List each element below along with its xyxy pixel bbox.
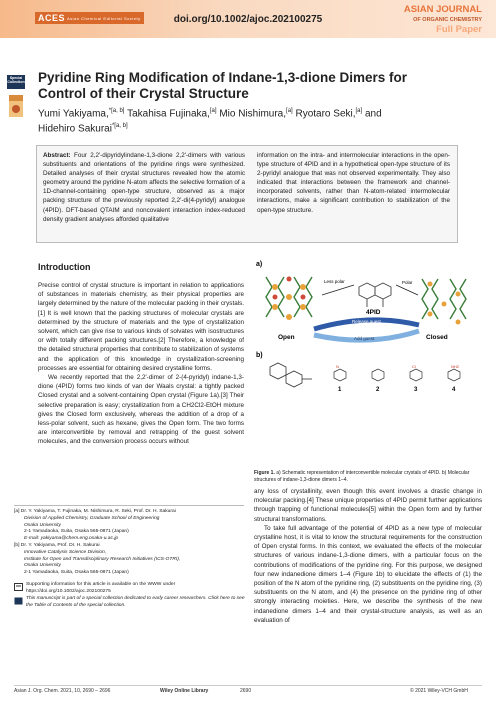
affiliations: [a] Dr. Y. Yakiyama, T. Fujinaka, M. Nishimura, R. Seki, Prof. Dr. H. Sakurai Division of Applied Chemistry, Graduate School of Engineering Osaka University 2-1 Yamadaoka, Suita, Osaka 565-0871 (Japan) E-mail: yakiyama@chem.eng.osaka-u.ac.jp [b] Dr. Y. Yakiyama, Prof. Dr. H. Sakurai Innovative Catalysis Science Division, Institute for Open and Transdisciplinary Research Initiatives (ICS-OTRI), Osaka University 2-1 Yamadaoka, Suita, Osaka 565-0871 (Japan)	[14, 509, 181, 576]
open-crystal-lattice	[266, 277, 312, 321]
article-title: Pyridine Ring Modification of Indane-1,3-dione Dimers for Control of their Crystal Structure	[38, 70, 408, 101]
doi-link[interactable]: doi.org/10.1002/ajoc.202100275	[173, 14, 323, 25]
closed-crystal-lattice	[422, 279, 466, 325]
special-collection-icon	[14, 597, 23, 605]
intro-right-column	[254, 487, 482, 625]
figure-1	[254, 257, 482, 467]
special-collection-badge[interactable]: Special Collection	[7, 75, 25, 89]
indanedione-dimer-core	[270, 363, 312, 387]
fig-panel-b-label: b)	[256, 352, 263, 359]
page-number: 2690	[240, 688, 252, 694]
closed-label: Closed	[426, 334, 448, 341]
figure-1-graphic	[254, 257, 482, 467]
journal-logo: ASIAN JOURNAL OF ORGANIC CHEMISTRY Full Paper	[403, 4, 482, 35]
special-collection-note[interactable]: This manuscript is part of a special collection dedicated to early career researchers. Click here to see the Table of Contents of the special collection.	[26, 596, 245, 608]
release-guest-label: Release guest	[352, 319, 381, 324]
section-heading-introduction: Introduction	[38, 262, 91, 272]
paragraph: any loss of crystallinity, even though this event involves a drastic change in molecular packing.[4] These unique properties of 4PID permit further applications through trapping of functional molecules[5] within the Open form and by further structural transformations.	[254, 488, 482, 523]
fig-panel-a-label: a)	[256, 261, 263, 268]
supporting-info-icon	[14, 583, 23, 591]
pyridine-substituents	[334, 369, 460, 381]
footer-wiley[interactable]: Wiley Online Library	[160, 688, 209, 694]
less-polar-label: Less polar	[324, 279, 345, 284]
figure-1-caption: Figure 1. a) Schematic representation of interconvertible molecular crystals of 4PID. b) Molecular structures of indane-1,3-dione dimers 1–4.	[254, 470, 470, 483]
footer-divider	[14, 685, 482, 686]
polar-arrow	[396, 285, 418, 295]
abstract-left: Abstract: Four 2,2′-dipyridylindane-1,3-dione 2,2′-dimers with various substituents and orientations of the pyridine rings were synthesized. Detailed analyses of their crystal structures revealed how the atomic geometry around the pyridine N-atom affects the selective formation of a 1D-channel-containing open-type structure, observed as a major packing structure of the previously reported 2,2′-di(4-pyridyl) analogue (4PID). DFT-based QTAIM and noncovalent interaction index-reduced density gradient analyses afforded qualitative	[43, 152, 245, 223]
svg-text:N: N	[336, 364, 339, 369]
add-guest-label: Add guest	[354, 336, 375, 341]
polar-label: Polar	[402, 280, 413, 285]
intro-left-column	[38, 281, 244, 447]
paragraph: Precise control of crystal structure is important in relation to applications of substances in materials chemistry, as their physical properties are largely determined by the nature of the molecular packing in their crystals.[1] It is well known that the packing structures of molecular crystals are determined by the structure of materials and the type of crystallization solvent, which can give rise to various kinds of solvates with isostructures or with totally different packing structures.[2] Therefore, a knowledge of the detailed structural properties that contribute to stabilization of systems and the application of this knowledge in crystallization-screening processes are essential for obtaining desired crystalline forms.	[38, 282, 244, 372]
collection-cover-icon[interactable]	[9, 95, 23, 117]
acs-logo: ACES Asian Chemical Editorial Society	[35, 12, 144, 24]
compound-number: 4	[452, 387, 456, 393]
svg-text:Cl: Cl	[412, 364, 416, 369]
4pid-structure	[359, 283, 391, 307]
svg-text:NH2: NH2	[451, 364, 460, 369]
footer-citation: Asian J. Org. Chem. 2021, 10, 2690 – 2696	[14, 688, 111, 694]
paragraph: To take full advantage of the potential of 4PID as a new type of molecular crystalline host, it is vital to know the structural requirements for the construction of Open crystal forms. In this context, we evaluated the effects of the molecular structures of various indane-1,3-dione dimers, with a particular focus on the contributions of modifications of the pyridine ring. For this purpose, we designed four new indanedione dimers 1–4 (Figure 1b) to elucidate the effects of (1) the position of the N atom of the pyridine ring, (2) substituents on the pyridine ring, (3) substituents on the N atom, and (4) the presence on the pyridine ring of other strongly interacting moieties. Here, we describe the synthesis of the new indanedione dimers 1–4 and their crystal-structure analysis, as well as an evaluation of	[254, 524, 482, 624]
compound-number: 1	[338, 387, 342, 393]
author-list: Yumi Yakiyama,$^{*[a, b]}$ Takahisa Fujinaka,[a] Mio Nishimura,[a] Ryotaro Seki,[a] and Hidehiro Sakurai$^{*[a, b]}$	[38, 108, 382, 135]
compound-number: 3	[414, 387, 418, 393]
abstract-right: information on the intra- and intermolecular interactions in the open-type structure of 4PID and in a hypothetical open-type structure of its 2-pyridyl analogue that was not observed experimentally. They also indicated that interactions between the framework and channel-incorporated solvents, rather than N-atom-related intermolecular interactions, make a significant contribution to stabilization of the open-type structure.	[257, 152, 450, 214]
less-polar-arrow	[322, 285, 354, 295]
compound-number: 2	[376, 387, 380, 393]
4pid-label: 4PID	[366, 309, 381, 316]
paragraph: We recently reported that the 2,2′-dimer of 2-(4-pyridyl) indane-1,3-dione (4PID) forms two kinds of van der Waals crystal: a tightly packed Closed crystal and a solvent-containing Open crystal (Figure 1a).[3] Their selective preparation is easy; crystallization from a CH2Cl2-EtOH mixture gives the Closed form exclusively, whereas the addition of a drop of a less-polar solvent, such as hexane, gives the Open form. The two forms are interconvertible by removal and retrapping of the guest solvent molecules, and the conversion process occurs without	[38, 374, 244, 446]
footer-copyright: © 2021 Wiley-VCH GmbH	[410, 688, 468, 694]
supporting-info-note[interactable]: Supporting information for this article is available on the WWW under https://doi.org/10.1002/ajoc.202100275	[26, 582, 176, 594]
footnote-divider	[14, 505, 244, 506]
open-label: Open	[278, 334, 295, 341]
